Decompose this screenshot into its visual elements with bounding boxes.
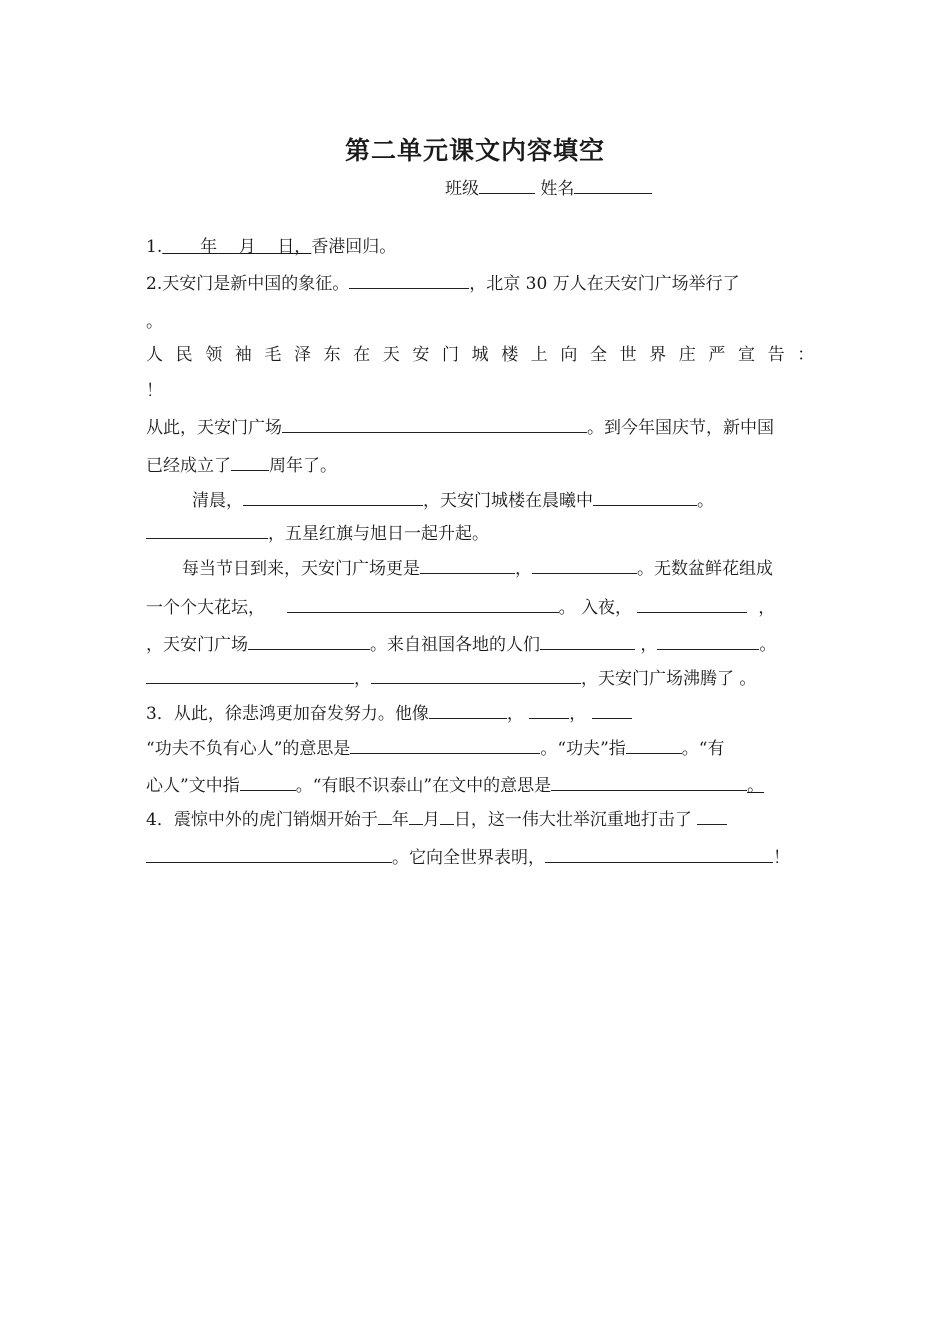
fill-blank[interactable] bbox=[420, 556, 515, 574]
question-2-line-7: 清晨， ，天安门城楼在晨曦中 。 bbox=[192, 488, 714, 512]
fill-blank[interactable] bbox=[146, 521, 268, 539]
fill-blank[interactable] bbox=[240, 773, 296, 791]
fill-blank[interactable] bbox=[657, 632, 759, 650]
fill-blank[interactable] bbox=[626, 736, 682, 754]
fill-blank[interactable] bbox=[409, 807, 423, 825]
fill-blank[interactable] bbox=[282, 415, 587, 433]
fill-blank[interactable] bbox=[529, 701, 569, 719]
question-2-line-4: ！ bbox=[146, 381, 163, 401]
fill-blank[interactable] bbox=[349, 271, 469, 289]
fill-blank[interactable] bbox=[350, 736, 540, 754]
class-blank[interactable] bbox=[479, 176, 535, 194]
fill-blank[interactable] bbox=[593, 488, 697, 506]
fill-blank[interactable] bbox=[551, 773, 747, 791]
fill-blank[interactable] bbox=[532, 556, 637, 574]
question-1: 1. 年 月 日，香港回归。 bbox=[146, 237, 397, 257]
name-blank[interactable] bbox=[574, 176, 652, 194]
fill-blank[interactable] bbox=[637, 595, 747, 613]
question-2-line-1: 2.天安门是新中国的象征。 ，北京 30 万人在天安门广场举行了 bbox=[146, 271, 740, 295]
fill-blank[interactable] bbox=[429, 701, 507, 719]
fill-blank[interactable] bbox=[371, 666, 581, 684]
fill-blank[interactable] bbox=[231, 453, 269, 471]
question-4-line-1: 4．震惊中外的虎门销烟开始于 年 月 日，这一伟大壮举沉重地打击了 bbox=[146, 807, 727, 831]
fill-blank[interactable] bbox=[378, 807, 392, 825]
question-2-line-6: 已经成立了 周年了。 bbox=[146, 453, 337, 477]
question-2-line-3: 人民领袖毛泽东在天安门城楼上向全世界庄严宣告： bbox=[146, 345, 827, 365]
question-2-line-11: ，天安门广场 。来自祖国各地的人们 ， 。 bbox=[146, 632, 776, 656]
fill-blank[interactable] bbox=[440, 807, 454, 825]
question-number: 1. bbox=[146, 237, 163, 257]
question-3-line-2: “功夫不负有心人”的意思是 。“功夫”指 。“有 bbox=[146, 736, 724, 760]
question-2-line-2: 。 bbox=[146, 312, 163, 332]
fill-blank[interactable] bbox=[697, 807, 727, 825]
question-2-line-5: 从此，天安门广场 。到今年国庆节，新中国 bbox=[146, 415, 774, 439]
fill-blank[interactable] bbox=[287, 595, 559, 613]
fill-blank[interactable] bbox=[146, 845, 392, 863]
question-4-line-2: 。它向全世界表明， ！ bbox=[146, 845, 790, 869]
question-2-line-10: 一个个大花坛， 。 入夜， ， bbox=[146, 595, 775, 619]
question-2-line-8: ，五星红旗与旭日一起升起。 bbox=[146, 521, 489, 545]
question-3-line-1: 3．从此，徐悲鸿更加奋发努力。他像 ， ， bbox=[146, 701, 632, 725]
question-2-line-9: 每当节日到来，天安门广场更是 ， 。无数盆鲜花组成 bbox=[182, 556, 773, 580]
fill-blank[interactable] bbox=[545, 845, 773, 863]
student-info-line bbox=[445, 176, 652, 200]
fill-blank[interactable] bbox=[248, 632, 370, 650]
fill-blank[interactable] bbox=[592, 701, 632, 719]
name-label: 姓名 bbox=[540, 179, 575, 199]
fill-blank[interactable] bbox=[540, 632, 635, 650]
page-title: 第二单元课文内容填空 bbox=[344, 136, 605, 165]
fill-blank[interactable] bbox=[146, 666, 354, 684]
date-blank[interactable]: 年 月 日， bbox=[200, 237, 312, 257]
question-3-line-3: 心人”文中指 。“有眼不识泰山”在文中的意思是 。 bbox=[146, 773, 764, 797]
fill-blank[interactable] bbox=[243, 488, 423, 506]
question-2-line-12: ， ，天安门广场沸腾了 。 bbox=[146, 666, 756, 690]
class-label: 班级 bbox=[445, 179, 479, 199]
